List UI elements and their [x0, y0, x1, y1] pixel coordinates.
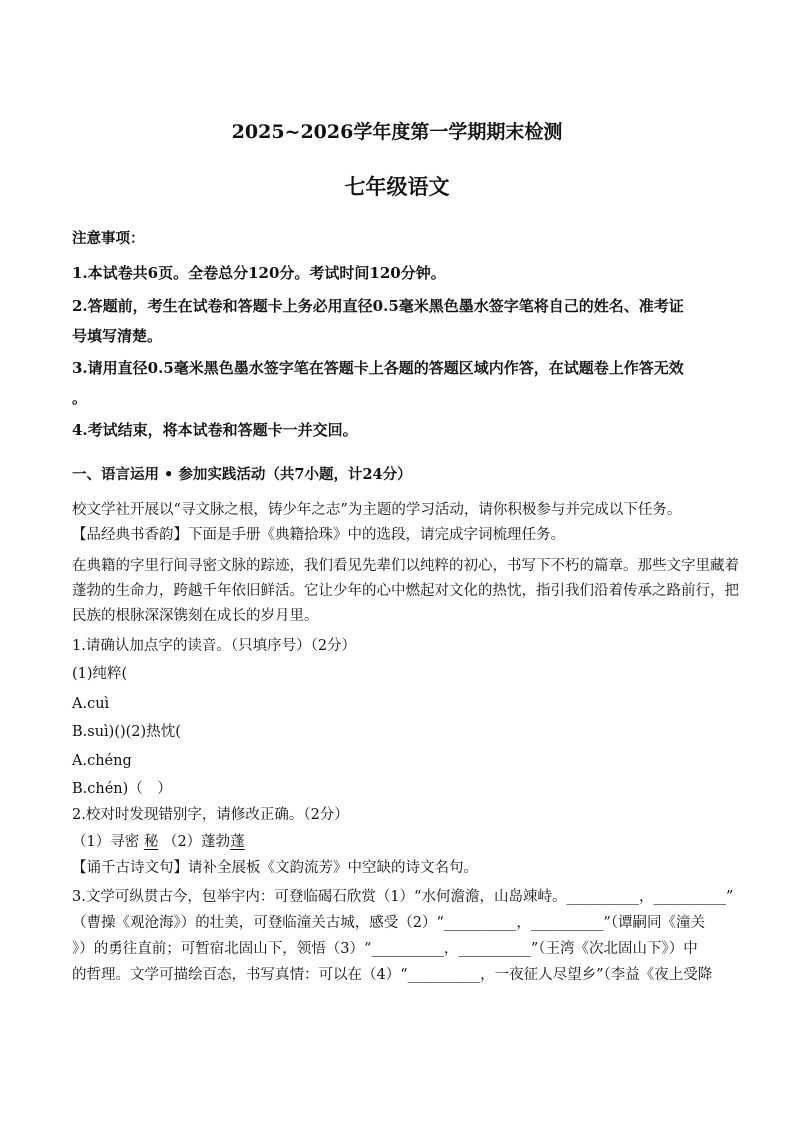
passage-line-2: 蓬勃的生命力，跨越千年依旧鲜活。它让少年的心中燃起对文化的热忱，指引我们沿着传承之路前行，把 — [72, 583, 739, 599]
note-2-line-1: 2.答题前，考生在试卷和答题卡上务必用直径0.5毫米黑色墨水签字笔将自己的姓名、准考证 — [72, 297, 684, 315]
question-2-item-2-prefix: （2）蓬勃 — [162, 834, 231, 850]
question-1-option-b1: B.suì)()(2)热忱( — [72, 724, 181, 740]
section-heading: 一、语言运用 • 参加实践活动（共7小题，计24分） — [72, 466, 412, 483]
question-2-item-1-prefix: （1）寻密 — [72, 834, 140, 850]
note-3-line-1: 3.请用直径0.5毫米黑色墨水签字笔在答题卡上各题的答题区域内作答，在试题卷上作答无效 — [72, 359, 684, 377]
note-4: 4.考试结束，将本试卷和答题卡一并交回。 — [72, 421, 358, 439]
question-3-line-1: 3.文学可纵贯古今，包举宇内：可登临碣石欣赏（1）“水何澹澹，山岛竦峙。__________，__________” — [72, 889, 734, 905]
exam-title: 2025~2026学年度第一学期期末检测 — [231, 121, 563, 143]
question-2-items — [72, 832, 245, 852]
question-3-line-3: 》）的勇往直前；可暂宿北固山下，领悟（3）“__________，__________”（王湾《次北固山下》）中 — [72, 941, 698, 957]
question-1-item-1: (1)纯粹( — [72, 666, 128, 682]
question-1: 1.请确认加点字的读音。（只填序号）（2分） — [72, 638, 357, 654]
question-3-line-2: （曹操《观沧海》）的壮美，可登临潼关古城，感受（2）“__________，__________”（谭嗣同《潼关 — [72, 915, 706, 931]
question-2-item-1-word: 秘 — [143, 834, 159, 850]
question-2-item-2-word: 蓬 — [230, 834, 245, 850]
note-1: 1.本试卷共6页。全卷总分120分。考试时间120分钟。 — [72, 264, 446, 282]
question-1-option-a2: A.chéng — [72, 753, 132, 769]
question-3-line-4: 的哲理。文学可描绘百态，书写真情：可以在（4）“__________，一夜征人尽望乡”（李益《夜上受降 — [72, 967, 713, 983]
note-2-line-2: 号填写清楚。 — [72, 327, 163, 345]
task-1-heading: 【品经典书香韵】下面是手册《典籍拾珠》中的选段，请完成字词梳理任务。 — [72, 527, 565, 543]
note-3-line-2: 。 — [72, 389, 88, 407]
activity-intro: 校文学社开展以“寻文脉之根，铸少年之志”为主题的学习活动，请你积极参与并完成以下任务。 — [72, 502, 682, 518]
question-1-option-b2: B.chén)（ ） — [72, 781, 172, 797]
question-1-option-a1: A.cuì — [72, 696, 110, 712]
exam-subject: 七年级语文 — [344, 174, 450, 199]
passage-line-1: 在典籍的字里行间寻密文脉的踪迹，我们看见先辈们以纯粹的初心，书写下不朽的篇章。那些文字里藏着 — [72, 558, 739, 574]
question-2: 2.校对时发现错别字，请修改正确。（2分） — [72, 807, 349, 823]
passage-line-3: 民族的根脉深深镌刻在成长的岁月里。 — [72, 608, 319, 624]
notes-heading: 注意事项： — [72, 230, 145, 247]
task-2-heading: 【诵千古诗文句】请补全展板《文韵流芳》中空缺的诗文名句。 — [72, 860, 478, 876]
